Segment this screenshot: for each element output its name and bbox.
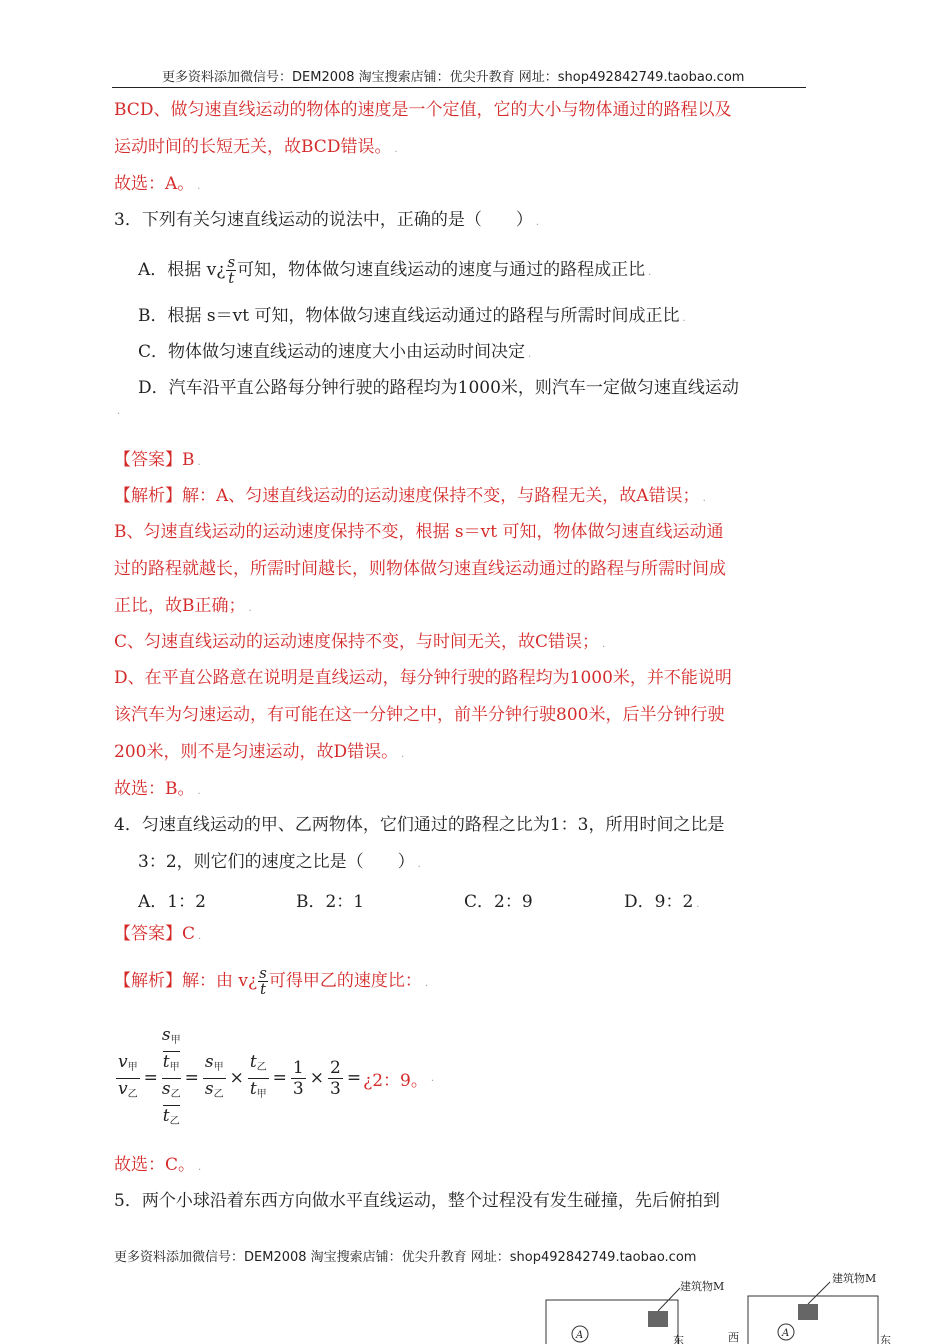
header-divider	[112, 87, 806, 88]
q4-option-b: B．2：1	[296, 892, 365, 912]
q3-option-c: C．物体做匀速直线运动的速度大小由运动时间决定 .	[138, 342, 532, 362]
figure-right-photo	[728, 1271, 891, 1344]
q3-analysis-7: 该汽车为匀速运动，有可能在这一分钟之中，前半分钟行驶800米，后半分钟行驶	[114, 705, 725, 725]
prev-analysis-line-1: BCD、做匀速直线运动的物体的速度是一个定值，它的大小与物体通过的路程以及	[114, 100, 732, 120]
q5-figure	[540, 1268, 940, 1344]
q3-choice: 故选：B。 .	[114, 779, 201, 799]
page-header: 更多资料添加微信号：DEM2008 淘宝搜索店铺：优尖升教育 网址：shop492842749.taobao.com	[162, 70, 745, 85]
q3-option-d: D．汽车沿平直公路每分钟行驶的路程均为1000米，则汽车一定做匀速直线运动	[138, 378, 739, 398]
prev-analysis-line-2: 运动时间的长短无关，故BCD错误。 .	[114, 137, 398, 157]
q4-stem-2: 3：2，则它们的速度之比是（ ） .	[138, 852, 421, 872]
q4-choice: 故选：C。 .	[114, 1155, 202, 1175]
velocity-formula-2: $\frac{s}{t}$	[259, 964, 267, 998]
figure-left-photo	[546, 1279, 724, 1344]
q3-analysis-4: 正比，故B正确； .	[114, 596, 252, 616]
q4-stem-1: 4．匀速直线运动的甲、乙两物体，它们通过的路程之比为1：3，所用时间之比是	[114, 815, 725, 835]
east-label: 东	[880, 1334, 891, 1344]
q3-analysis-6: D、在平直公路意在说明是直线运动，每分钟行驶的路程均为1000米，并不能说明	[114, 668, 732, 688]
building-m-block	[798, 1304, 818, 1320]
q3-option-a: A．根据 v¿ $\frac{s}{t}$ 可知，物体做匀速直线运动的速度与通过的路程成正比 .	[138, 253, 652, 287]
building-m-block	[648, 1311, 668, 1327]
prev-choice: 故选：A。 .	[114, 174, 201, 194]
q5-stem-1: 5．两个小球沿着东西方向做水平直线运动，整个过程没有发生碰撞，先后俯拍到	[114, 1191, 720, 1211]
page-footer: 更多资料添加微信号：DEM2008 淘宝搜索店铺：优尖升教育 网址：shop492842749.taobao.com	[114, 1250, 697, 1265]
q4-answer: 【答案】C .	[114, 924, 202, 944]
q3-analysis-2: B、匀速直线运动的运动速度保持不变，根据 s＝vt 可知，物体做匀速直线运动通	[114, 522, 724, 542]
east-label: 东	[673, 1334, 684, 1344]
q4-analysis: 【解析】解：由 v¿ $\frac{s}{t}$ 可得甲乙的速度比： .	[114, 964, 429, 998]
q3-analysis-8: 200米，则不是匀速运动，故D错误。 .	[114, 742, 405, 762]
q3-answer: 【答案】B .	[114, 450, 201, 470]
svg-text:A: A	[576, 1330, 584, 1341]
q3-stem: 3．下列有关匀速直线运动的说法中，正确的是（ ） .	[114, 210, 540, 230]
q4-option-a: A．1：2	[138, 892, 206, 912]
q3-option-b: B．根据 s＝vt 可知，物体做匀速直线运动通过的路程与所需时间成正比 .	[138, 306, 686, 326]
svg-text:A: A	[782, 1328, 790, 1339]
building-m-label: 建筑物M	[832, 1272, 877, 1285]
building-m-label: 建筑物M	[680, 1280, 725, 1293]
velocity-ratio-equation: $v_甲$ $v_乙$ = $s_甲$ $t_甲$ $s_乙$ $t_乙$ = $s_甲$ $s_乙$ × $t_乙$ $t_甲$ = $\frac{1}{3}$ × $\frac{2}{3}$ = ¿2：9。 .	[114, 1028, 434, 1128]
west-label: 西	[728, 1331, 739, 1344]
q3-analysis-5: C、匀速直线运动的运动速度保持不变，与时间无关，故C错误； .	[114, 632, 606, 652]
q3-analysis-3: 过的路程就越长，所需时间越长，则物体做匀速直线运动通过的路程与所需时间成	[114, 559, 726, 579]
paragraph-mark: .	[117, 406, 121, 417]
q4-option-c: C．2：9	[464, 892, 533, 912]
q4-option-d: D．9：2 .	[624, 892, 700, 912]
velocity-formula: $\frac{s}{t}$	[227, 253, 236, 287]
q3-analysis-1: 【解析】解：A、匀速直线运动的运动速度保持不变，与路程无关，故A错误； .	[114, 486, 706, 506]
